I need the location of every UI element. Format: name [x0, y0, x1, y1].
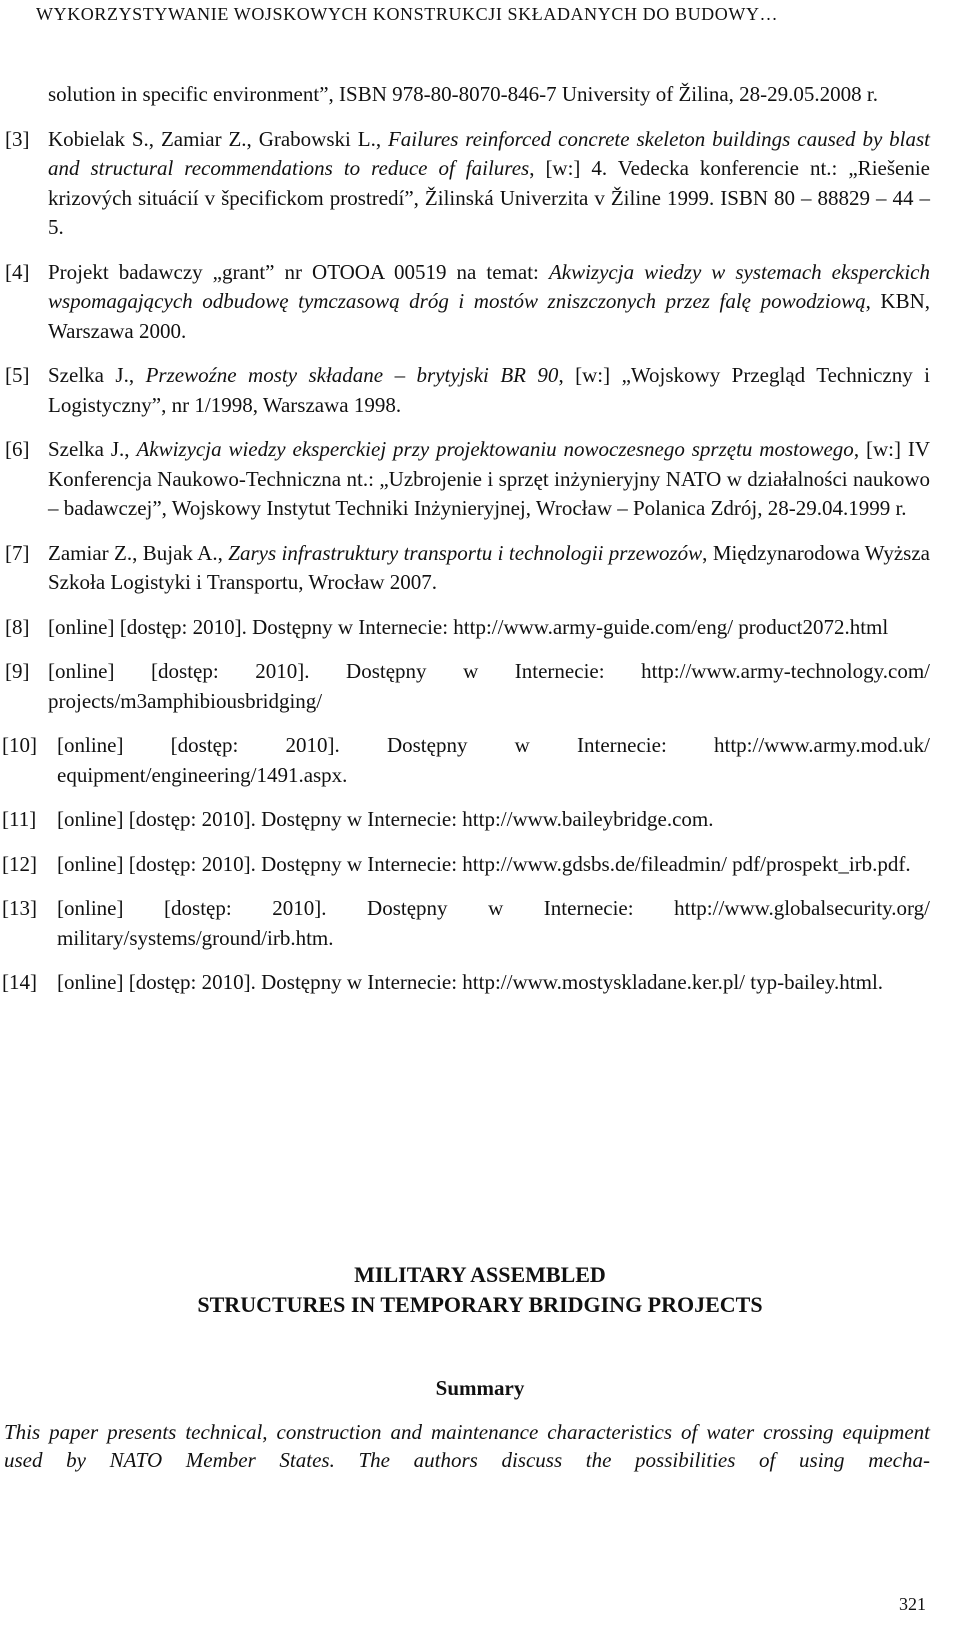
reference-details: , KBN, Warszawa 2000.	[48, 289, 930, 343]
english-title-line-2: STRUCTURES IN TEMPORARY BRIDGING PROJECTS	[197, 1292, 763, 1317]
running-header: WYKORZYSTYWANIE WOJSKOWYCH KONSTRUKCJI SKŁADANYCH DO BUDOWY…	[36, 4, 779, 24]
reference-text: [online] [dostęp: 2010]. Dostępny w Internecie: http://www.army.mod.uk/ equipment/engineering/1491.aspx.	[57, 733, 930, 787]
reference-title: Zarys infrastruktury transportu i technologii przewozów	[228, 540, 703, 565]
english-title-line-1: MILITARY ASSEMBLED	[354, 1262, 606, 1287]
reference-title: Akwizycja wiedzy w systemach eksperckich wspomagających odbudowę tymczasową dróg i mostów zniszczonych przez falę powodziową	[48, 259, 931, 313]
reference-text: [online] [dostęp: 2010]. Dostępny w Internecie: http://www.baileybridge.com.	[57, 807, 714, 831]
reference-text: solution in specific environment”, ISBN 978-80-8070-846-7 University of Žilina, 28-29.05.2008 r.	[48, 82, 878, 106]
reference-number: [4]	[5, 259, 30, 284]
reference-authors: Projekt badawczy „grant” nr OTOOA 00519 na temat:	[48, 259, 539, 284]
reference-continuation	[0, 80, 960, 110]
reference-number: [7]	[5, 540, 30, 565]
reference-title: Failures reinforced concrete skeleton buildings caused by blast and structural recommendations to reduce of failures	[48, 126, 931, 180]
reference-details: , Międzynarodowa Wyższa Szkoła Logistyki i Transportu, Wrocław 2007.	[48, 540, 930, 594]
reference-item	[0, 613, 960, 643]
reference-details: , [w:] „Wojskowy Przegląd Techniczny i Logistyczny”, nr 1/1998, Warszawa 1998.	[48, 363, 930, 417]
reference-number: [14]	[2, 970, 37, 994]
reference-number: [10]	[2, 733, 37, 757]
reference-text: [online] [dostęp: 2010]. Dostępny w Internecie: http://www.globalsecurity.org/ military/systems/ground/irb.htm.	[57, 896, 930, 950]
reference-number: [12]	[2, 851, 37, 876]
reference-item: [3] Kobielak S., Zamiar Z., Grabowski L., Failures reinforced concrete skeleton buildings caused by blast and structural recommendations to reduce of failures, [w:] 4. Vedecka konferencie nt.: „Riešenie krizových situácií v špecifickom prostredí”, Žilinská Univerzita v Žiline 1999. ISBN 80 – 88829 – 44 – 5.	[5, 126, 931, 239]
reference-authors: Szelka J.	[48, 437, 125, 461]
reference-text: [online] [dostęp: 2010]. Dostępny w Internecie: http://www.army-guide.com/eng/ product2072.html	[48, 614, 889, 639]
english-title	[0, 1260, 960, 1320]
summary-text: This paper presents technical, construction and maintenance characteristics of water crossing equipment used by NATO Member States. The authors discuss the possibilities of using mecha-	[4, 1420, 930, 1472]
reference-item	[0, 258, 960, 347]
reference-authors: Szelka J.	[48, 363, 129, 387]
summary-heading: Summary	[435, 1376, 525, 1400]
reference-title: Przewoźne mosty składane – brytyjski BR 90	[145, 363, 559, 387]
reference-number: [11]	[2, 807, 37, 831]
reference-authors: Zamiar Z., Bujak A.	[48, 540, 218, 565]
reference-item	[0, 850, 960, 880]
reference-item: [7] Zamiar Z., Bujak A., Zarys infrastruktury transportu i technologii przewozów, Międzynarodowa Wyższa Szkoła Logistyki i Transportu, Wrocław 2007.	[5, 540, 930, 594]
page-number: 321	[899, 1594, 926, 1614]
reference-number: [6]	[5, 437, 30, 461]
reference-item	[0, 968, 960, 998]
reference-item	[0, 894, 960, 953]
reference-number: [5]	[5, 363, 30, 387]
reference-text: [online] [dostęp: 2010]. Dostępny w Internecie: http://www.mostyskladane.ker.pl/ typ-bailey.html.	[57, 970, 884, 994]
reference-details: , [w:] 4. Vedecka konferencie nt.: „Riešenie krizových situácií v špecifickom prostredí”, Žilinská Univerzita v Žiline 1999. ISBN 80 – 88829 – 44 – 5.	[48, 156, 930, 239]
reference-authors: Kobielak S., Zamiar Z., Grabowski L.	[48, 126, 376, 151]
reference-number: [9]	[5, 659, 30, 683]
reference-text: [online] [dostęp: 2010]. Dostępny w Internecie: http://www.army-technology.com/ projects/m3amphibiousbridging/	[48, 659, 930, 713]
reference-text: [online] [dostęp: 2010]. Dostępny w Internecie: http://www.gdsbs.de/fileadmin/ pdf/prospekt_irb.pdf.	[57, 851, 911, 876]
reference-item	[0, 731, 960, 790]
reference-item	[0, 657, 960, 716]
reference-number: [8]	[5, 614, 30, 639]
reference-details: , [w:] IV Konferencja Naukowo-Techniczna nt.: „Uzbrojenie i sprzęt inżynieryjny NATO w działalności naukowo – badawczej”, Wojskowy Instytut Techniki Inżynieryjnej, Wrocław – Polanica Zdrój, 28-29.04.1999 r.	[48, 437, 930, 520]
reference-item: [5] Szelka J., Przewoźne mosty składane – brytyjski BR 90, [w:] „Wojskowy Przegląd Techniczny i Logistyczny”, nr 1/1998, Warszawa 1998.	[5, 363, 930, 417]
reference-number: [3]	[5, 126, 30, 151]
reference-item	[0, 805, 960, 835]
reference-item: [6] Szelka J., Akwizycja wiedzy eksperckiej przy projektowaniu nowoczesnego sprzętu mostowego, [w:] IV Konferencja Naukowo-Techniczna nt.: „Uzbrojenie i sprzęt inżynieryjny NATO w działalności naukowo – badawczej”, Wojskowy Instytut Techniki Inżynieryjnej, Wrocław – Polanica Zdrój, 28-29.04.1999 r.	[5, 437, 930, 520]
reference-number: [13]	[2, 896, 37, 920]
reference-title: Akwizycja wiedzy eksperckiej przy projektowaniu nowoczesnego sprzętu mostowego	[136, 437, 854, 461]
reference-list	[0, 80, 960, 1013]
